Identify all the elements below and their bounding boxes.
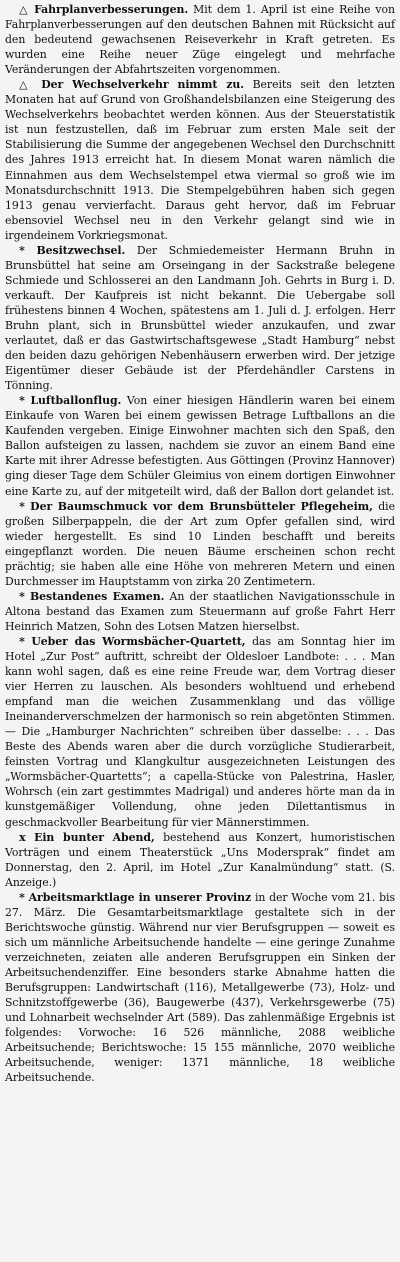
article-fahrplan: [5, 2, 395, 77]
article-marker: *: [19, 890, 25, 904]
article-marker: △: [19, 78, 33, 92]
article-heading: Bestandenes Examen.: [29, 589, 165, 603]
article-examen: [5, 589, 395, 634]
article-besitzwechsel: [5, 243, 395, 393]
article-body: Der Schmiedemeister Hermann Bruhn in Brunsbüttel hat seine am Orseingang in der Sackstraße belegene Schmiede und Schlosserei an den Landmann Joh. Gehrts in Burg i. D. verkauft. Der Kaufpreis ist nicht bekannt. Die Uebergabe soll frühestens binnen 4 Wochen, spätestens am 1. Juli d. J. erfolgen. Herr Bruhn plant, sich in Brunsbüttel wieder anzukaufen, und zwar verlautet, daß er das Gastwirtschaftsgewese „Stadt Hamburg“ nebst den beiden dazu gehörigen Nebenhäusern erwerben wird. Der jetzige Eigentümer dieser Gebäude ist der Pferdehändler Carstens in Tönning.: [5, 243, 396, 393]
article-heading: Besitzwechsel.: [36, 243, 126, 257]
article-body: die großen Silberpappeln, die der Art zum Opfer gefallen sind, wird wieder hergestellt. Es sind 10 Linden beschafft und bereits eingepflanzt worden. Die neuen Bäume erscheinen schon recht prächtig; sie haben alle eine Höhe von mehreren Metern und einen Durchmesser im Hauptstamm von zirka 20 Zentimetern.: [5, 499, 395, 588]
article-body: in der Woche vom 21. bis 27. März. Die Gesamtarbeitsmarktlage gestaltete sich in der Berichtswoche günstig. Während nur vier Berufsgruppen — soweit es sich um männliche Arbeitsuchende handelte — eine geringe Zunahme verzeichneten, zeiaten alle anderen Berufsgruppen ein Sinken der Arbeitsuchendenziffer. Eine besonders starke Abnahme hatten die Berufsgruppen: Landwirtschaft (116), Metallgewerbe (73), Holz- und Schnitzstoffgewerbe (36), Baugewerbe (437), Verkehrsgewerbe (75) und Lohnarbeit wechselnder Art (589). Das zahlenmäßige Ergebnis ist folgendes: Vorwoche: 16 526 männliche, 2088 weibliche Arbeitsuchende; Berichtswoche: 15 155 männliche, 2070 weibliche Arbeitsuchende, weniger: 1371 männliche, 18 weibliche Arbeitsuchende.: [5, 890, 396, 1085]
article-marker: *: [19, 243, 25, 257]
article-luftballonflug: [5, 393, 395, 498]
article-body: das am Sonntag hier im Hotel „Zur Post“ auftritt, schreibt der Oldesloer Landbote: . . . Man kann wohl sagen, daß es eine reine Freude war, dem Vortrag dieser vier Herren zu lauschen. Als besonders wohltuend und erhebend empfand man die weichen Zusammenklang und das völlige Ineinanderverschmelzen der harmonisch so rein abgetönten Stimmen. — Die „Hamburger Nachrichten“ schreiben über dasselbe: . . . Das Beste des Abends waren aber die durch vorzügliche Studierarbeit, feinsten Vortrag und Klangkultur ausgezeichneten Leistungen des „Wormsbächer-Quartetts“; a capella-Stücke von Palestrina, Hasler, Wohrsch (ein zart gestimmtes Madrigal) und anderes hörte man da in kunstgemäßiger Vollendung, ohne jeden Dilettantismus in geschmackvoller Bearbeitung für vier Männerstimmen.: [5, 634, 395, 829]
article-baumschmuck: [5, 499, 395, 589]
article-body: Bereits seit den letzten Monaten hat auf Grund von Großhandelsbilanzen eine Steigerung des Wechselverkehrs beobachtet werden können. Aus der Steuerstatistik ist nun festzustellen, daß im Februar zum ersten Male seit der Stabilisierung die Summe der angegebenen Wechsel den Durchschnitt des Jahres 1913 erreicht hat. In diesem Monat waren nämlich die Einnahmen aus dem Wechselstempel etwa viermal so groß wie im Monatsdurchschnitt 1913. Die Stempelgebühren haben sich gegen 1913 genau vervierfacht. Daraus geht hervor, daß im Februar ebensoviel Wechsel neu in den Verkehr gelangt sind wie in irgendeinem Vorkriegsmonat.: [5, 78, 395, 242]
article-marker: x: [19, 830, 26, 844]
article-heading: Ein bunter Abend,: [34, 830, 155, 844]
article-body: bestehend aus Konzert, humoristischen Vorträgen und einem Theaterstück „Uns Modersprak“ findet am Donnerstag, den 2. April, im Hotel „Zur Kanalmündung“ statt. (S. Anzeige.): [5, 830, 395, 889]
article-body: An der staatlichen Navigationsschule in Altona bestand das Examen zum Steuermann auf große Fahrt Herr Heinrich Matzen, Sohn des Lotsen Matzen hierselbst.: [5, 589, 395, 633]
article-bunter-abend: [5, 830, 395, 890]
article-heading: Arbeitsmarktlage in unserer Provinz: [28, 890, 252, 904]
article-marker: △: [19, 3, 30, 16]
article-quartett: [5, 634, 395, 830]
article-heading: Der Wechselverkehr nimmt zu.: [41, 78, 244, 92]
article-arbeitsmarkt: [5, 890, 395, 1086]
article-heading: Fahrplanverbesserungen.: [34, 3, 189, 16]
article-heading: Der Baumschmuck vor dem Brunsbütteler Pflegeheim,: [30, 499, 373, 513]
article-marker: *: [19, 394, 25, 408]
article-marker: *: [19, 499, 25, 513]
article-heading: Ueber das Wormsbächer-Quartett,: [31, 634, 246, 648]
article-body: Mit dem 1. April ist eine Reihe von Fahrplanverbesserungen auf den deutschen Bahnen mit Rücksicht auf den bedeutend gewachsenen Reiseverkehr in Kraft getreten. Es wurden eine Reihe neuer Züge eingelegt und mehrfache Veränderungen der Abfahrtszeiten vorgenommen.: [5, 3, 396, 77]
article-body: Von einer hiesigen Händlerin waren bei einem Einkaufe von Waren bei einem gewissen Betrage Luftballons an die Kaufenden vergeben. Einige Einwohner machten sich den Spaß, den Ballon aufsteigen zu lassen, nachdem sie zuvor an einem Band eine Karte mit ihrer Adresse befestigten. Aus Göttingen (Provinz Hannover) ging dieser Tage dem Schüler Gleimius von einem dortigen Einwohner eine Karte zu, auf der mitgeteilt wird, daß der Ballon dort gelandet ist.: [5, 394, 395, 498]
article-heading: Luftballonflug.: [30, 394, 122, 408]
article-wechselverkehr: [5, 77, 395, 243]
article-marker: *: [19, 589, 25, 603]
article-marker: *: [19, 634, 25, 648]
